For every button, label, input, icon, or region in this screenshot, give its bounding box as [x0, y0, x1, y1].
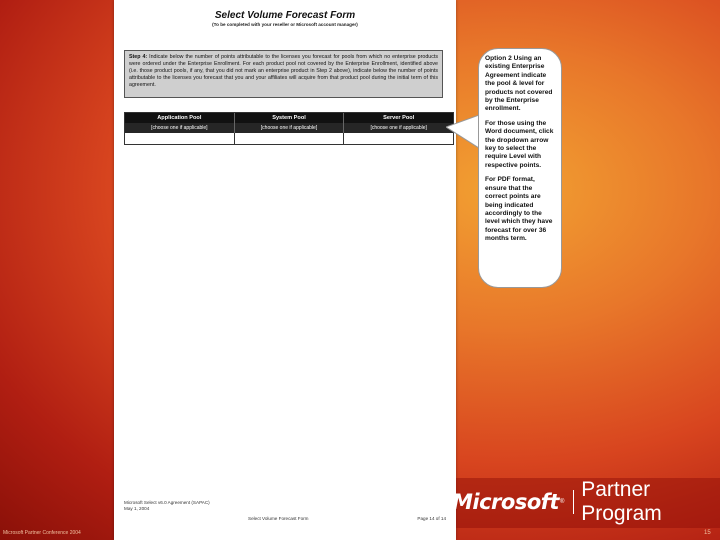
column-server-pool: Server Pool [383, 115, 415, 121]
system-pool-cell[interactable] [235, 133, 345, 144]
form-title: Select Volume Forecast Form [214, 10, 356, 21]
footer-form-name: Select Volume Forecast Form [248, 516, 309, 521]
application-pool-cell[interactable] [125, 133, 235, 144]
microsoft-wordmark: Microsoft [452, 490, 559, 514]
pool-entry-row [125, 133, 453, 144]
step-text: Indicate below the number of points attributable to the licenses you forecast for pools from which no enterprise products were ordered under the Enterprise Enrollment. For each product pool not covered by the Enterprise Enrollment, identified above (i.e. those product pools, if any, that you did not mark an enterprise product in Step 2 above), indicate below the number of points attributable to the licenses you forecast that you and your affiliates will acquire from that product pool during the initial term of this agreement. [129, 54, 438, 89]
partner-program-logo [452, 478, 720, 525]
instruction-callout [478, 48, 562, 288]
pool-dropdown-row [125, 123, 453, 133]
server-pool-dropdown[interactable]: [choose one if applicable] [370, 125, 427, 131]
callout-option-2: Option 2 Using an existing Enterprise Agreement indicate the pool & level for products not covered by the Enterprise enrollment. [485, 55, 553, 113]
server-pool-cell[interactable] [344, 133, 453, 144]
footer-agreement-name: Microsoft Select v6.0 Agreement (SAPAC) May 1, 2004 [124, 500, 210, 511]
registered-mark: ® [559, 499, 565, 505]
step-4-instructions [124, 50, 443, 98]
callout-pdf-instructions: For PDF format, ensure that the correct points are being indicated accordingly to the level which they have forecast for over 36 months term. [485, 176, 553, 243]
conference-footer-text: Microsoft Partner Conference 2004 [3, 530, 81, 536]
logo-divider [573, 490, 574, 514]
form-subtitle: (To be completed with your reseller or Microsoft account manager) [212, 22, 358, 27]
slide-number: 15 [704, 530, 711, 536]
application-pool-dropdown[interactable]: [choose one if applicable] [125, 123, 235, 133]
column-application-pool: Application Pool [125, 113, 235, 123]
document-page [114, 0, 456, 540]
system-pool-dropdown[interactable]: [choose one if applicable] [235, 123, 345, 133]
footer-page-number: Page 14 of 14 [417, 516, 446, 521]
column-system-pool: System Pool [235, 113, 345, 123]
callout-pointer [446, 112, 482, 152]
step-label: Step 4: [129, 54, 148, 60]
callout-word-instructions: For those using the Word document, click the dropdown arrow key to select the require Level with respective points. [485, 119, 554, 169]
partner-program-text: Partner Program [581, 478, 662, 525]
pool-table [124, 112, 454, 145]
pool-table-header [125, 113, 453, 123]
